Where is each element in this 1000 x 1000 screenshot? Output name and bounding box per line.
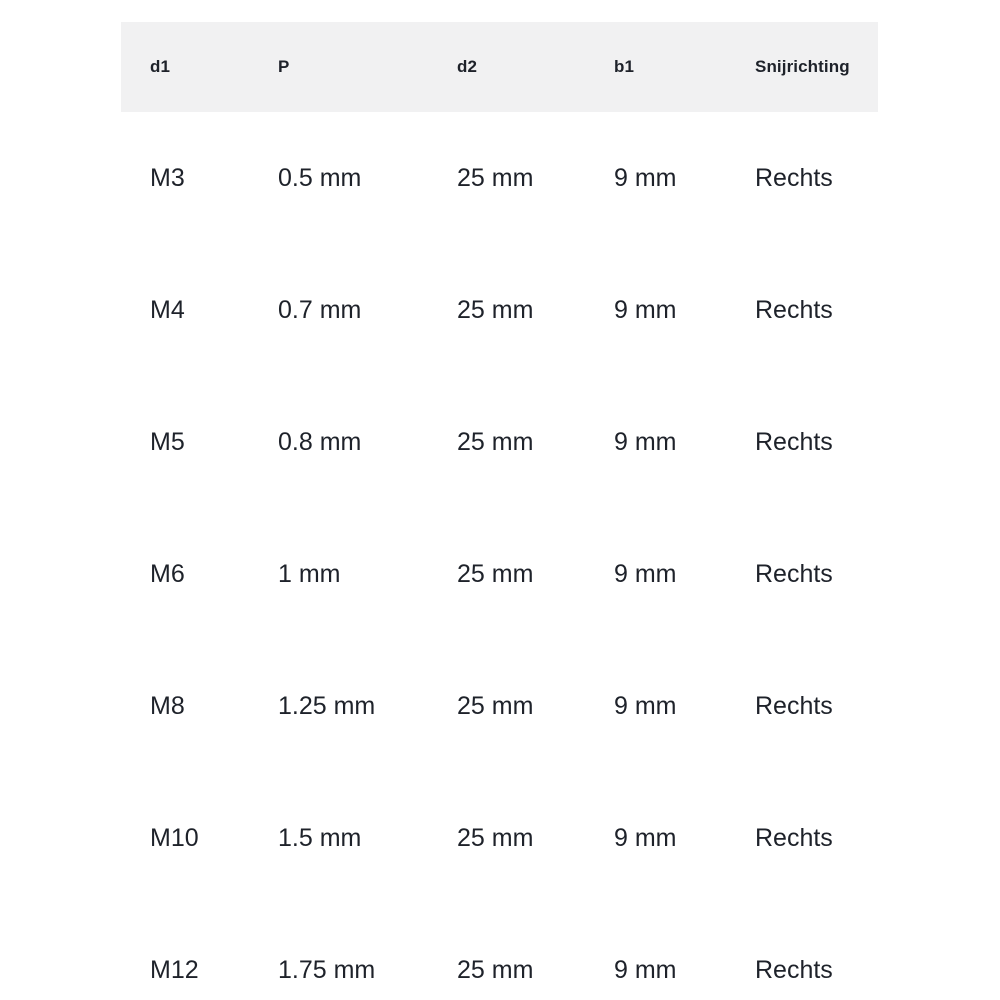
table-body xyxy=(121,112,878,1000)
table-row xyxy=(121,112,878,244)
cell-d1: M5 xyxy=(150,427,185,456)
cell-d1: M12 xyxy=(150,955,199,984)
cell-p: 1.25 mm xyxy=(278,691,376,720)
cell-d2: 25 mm xyxy=(457,163,534,192)
cell-d2: 25 mm xyxy=(457,691,534,720)
cell-d2: 25 mm xyxy=(457,823,534,852)
cell-snijrichting: Rechts xyxy=(755,559,833,588)
cell-d1: M3 xyxy=(150,163,185,192)
column-header-snijrichting: Snijrichting xyxy=(755,57,850,76)
cell-b1: 9 mm xyxy=(614,163,677,192)
column-header-p: P xyxy=(278,57,290,76)
cell-p: 0.7 mm xyxy=(278,295,362,324)
cell-d2: 25 mm xyxy=(457,955,534,984)
cell-d1: M4 xyxy=(150,295,185,324)
cell-b1: 9 mm xyxy=(614,427,677,456)
table-row xyxy=(121,508,878,640)
table-row xyxy=(121,772,878,904)
cell-snijrichting: Rechts xyxy=(755,163,833,192)
cell-snijrichting: Rechts xyxy=(755,427,833,456)
cell-p: 0.5 mm xyxy=(278,163,362,192)
cell-b1: 9 mm xyxy=(614,691,677,720)
cell-p: 1 mm xyxy=(278,559,341,588)
cell-snijrichting: Rechts xyxy=(755,823,833,852)
column-header-b1: b1 xyxy=(614,57,635,76)
table-row xyxy=(121,904,878,1000)
column-header-d2: d2 xyxy=(457,57,478,76)
table-row xyxy=(121,640,878,772)
cell-d1: M6 xyxy=(150,559,185,588)
cell-b1: 9 mm xyxy=(614,295,677,324)
cell-d2: 25 mm xyxy=(457,427,534,456)
table-row xyxy=(121,244,878,376)
cell-p: 1.5 mm xyxy=(278,823,362,852)
cell-d1: M8 xyxy=(150,691,185,720)
table-row xyxy=(121,376,878,508)
cell-snijrichting: Rechts xyxy=(755,955,833,984)
cell-b1: 9 mm xyxy=(614,823,677,852)
column-header-d1: d1 xyxy=(150,57,171,76)
cell-p: 1.75 mm xyxy=(278,955,376,984)
cell-p: 0.8 mm xyxy=(278,427,362,456)
cell-b1: 9 mm xyxy=(614,559,677,588)
cell-d2: 25 mm xyxy=(457,295,534,324)
cell-d1: M10 xyxy=(150,823,199,852)
cell-snijrichting: Rechts xyxy=(755,295,833,324)
cell-snijrichting: Rechts xyxy=(755,691,833,720)
cell-d2: 25 mm xyxy=(457,559,534,588)
specs-table xyxy=(121,22,878,1000)
table-header-row xyxy=(121,22,878,112)
cell-b1: 9 mm xyxy=(614,955,677,984)
